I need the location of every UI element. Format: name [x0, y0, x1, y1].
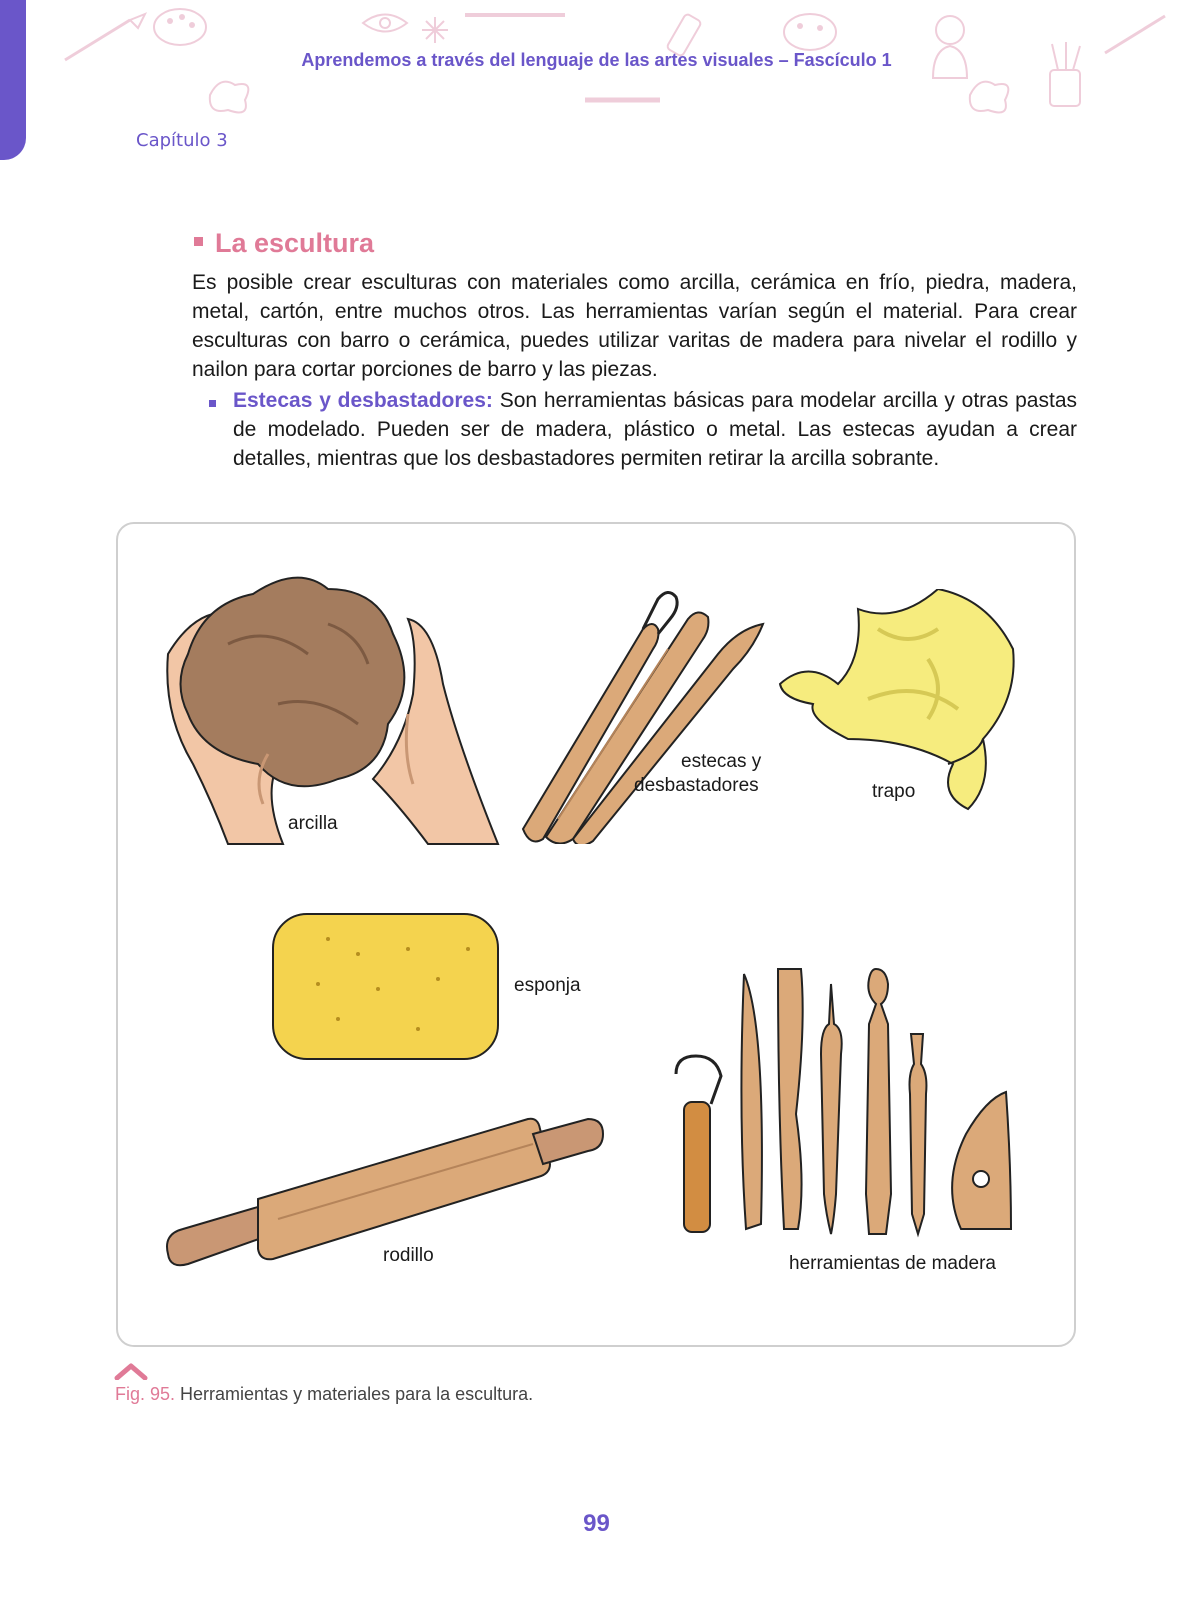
palette-icon — [780, 10, 840, 55]
caption-fig-number: Fig. 95. — [115, 1384, 176, 1404]
label-estecas-line2: desbastadores — [634, 775, 759, 796]
brush-icon — [580, 85, 670, 115]
label-esponja: esponja — [514, 975, 581, 996]
clay-hands-image — [158, 564, 508, 849]
label-trapo: trapo — [872, 781, 916, 802]
splash-icon — [200, 70, 260, 120]
figure-box — [116, 522, 1076, 1347]
palette-icon — [150, 5, 210, 50]
bullet-term: Estecas y desbastadores: — [233, 389, 493, 412]
herramientas-madera-image — [666, 964, 1016, 1254]
pencil-icon — [460, 5, 570, 25]
star-icon — [420, 15, 450, 45]
eye-icon — [360, 8, 410, 38]
section-title-text: La escultura — [215, 228, 375, 258]
splash-icon — [960, 70, 1020, 120]
label-arcilla: arcilla — [288, 813, 338, 834]
chapter-label: Capítulo 3 — [136, 130, 228, 151]
header-band — [0, 0, 1193, 130]
bullet-item — [233, 386, 1077, 473]
header-title: Aprendemos a través del lenguaje de las artes visuales – Fascículo 1 — [301, 50, 892, 70]
page-number: 99 — [583, 1510, 610, 1537]
bullet-text: Son herramientas básicas para modelar arcilla y otras pastas de modelado. Pueden ser de madera, plástico o metal. Las estecas ayudan a crear detalles, mientras que los desbastadores permiten retirar la arcilla sobrante. — [233, 389, 1078, 470]
label-herramientas: herramientas de madera — [789, 1253, 996, 1274]
section-paragraph: Es posible crear esculturas con materiales como arcilla, cerámica en frío, piedra, madera, metal, cartón, entre muchos otros. Las herramientas varían según el material. Para crear esculturas con barro o cerámica, puedes utilizar varitas de madera para nivelar el rodillo y nailon para cortar porciones de barro y las piezas. — [192, 271, 1077, 381]
figure-caption — [115, 1384, 533, 1405]
caret-up-icon — [114, 1362, 148, 1380]
esponja-image — [268, 909, 503, 1064]
label-estecas-line1: estecas y — [681, 751, 762, 772]
bullet-square-icon — [194, 237, 203, 246]
chapter-tab — [0, 0, 26, 160]
label-rodillo: rodillo — [383, 1245, 434, 1266]
section-title — [194, 228, 374, 259]
caption-text: Herramientas y materiales para la escultura. — [175, 1384, 534, 1404]
bullet-square-icon — [209, 400, 216, 407]
estecas-image — [518, 589, 768, 844]
